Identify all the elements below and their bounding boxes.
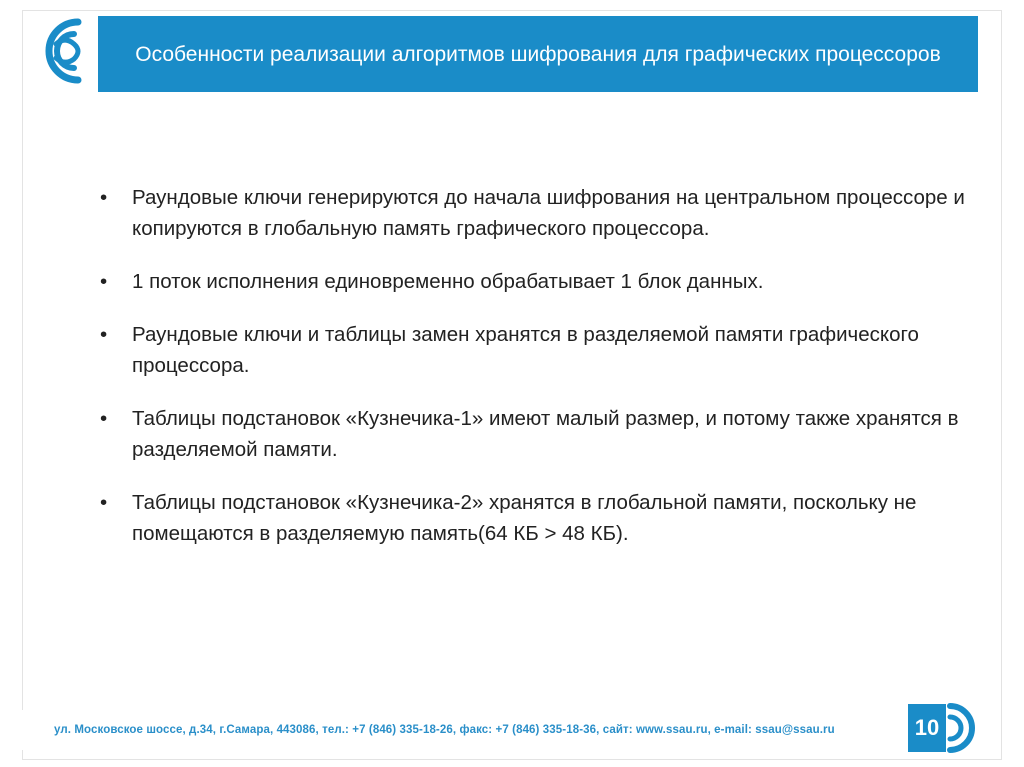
page-number-box	[908, 704, 946, 752]
bullet-text: Таблицы подстановок «Кузнечика-2» хранятся в глобальной памяти, поскольку не помещаются в разделяемую память(64 КБ > 48 КБ).	[132, 491, 917, 545]
bullet-marker: •	[100, 270, 108, 293]
footer-bar	[22, 710, 907, 750]
bullet-item	[100, 319, 990, 381]
bullet-item	[100, 487, 990, 549]
bullet-marker: •	[100, 407, 108, 430]
footer-contact: ул. Московское шоссе, д.34, г.Самара, 443086, тел.: +7 (846) 335-18-26, факс: +7 (846) 335-18-36, сайт: www.ssau.ru, e-mail: ssau@ssau.ru	[54, 724, 835, 736]
bullet-marker: •	[100, 186, 108, 209]
page-number: 10	[914, 715, 940, 740]
ssau-logo-icon	[34, 14, 96, 88]
bullet-text: 1 поток исполнения единовременно обрабатывает 1 блок данных.	[132, 270, 764, 293]
ssau-mini-logo-icon	[946, 700, 978, 756]
bullet-item	[100, 403, 990, 465]
bullet-marker: •	[100, 323, 108, 346]
bullet-text: Таблицы подстановок «Кузнечика-1» имеют малый размер, и потому также хранятся в разделяемой памяти.	[132, 407, 959, 461]
bullet-item	[100, 182, 990, 244]
header-bar	[98, 16, 978, 92]
bullet-marker: •	[100, 491, 108, 514]
bullet-list	[100, 182, 990, 571]
bullet-text: Раундовые ключи и таблицы замен хранятся в разделяемой памяти графического процессора.	[132, 323, 919, 377]
bullet-text: Раундовые ключи генерируются до начала шифрования на центральном процессоре и копируются в глобальную память графического процессора.	[132, 186, 965, 240]
slide-title: Особенности реализации алгоритмов шифрования для графических процессоров	[135, 42, 941, 66]
bullet-item	[100, 266, 990, 297]
